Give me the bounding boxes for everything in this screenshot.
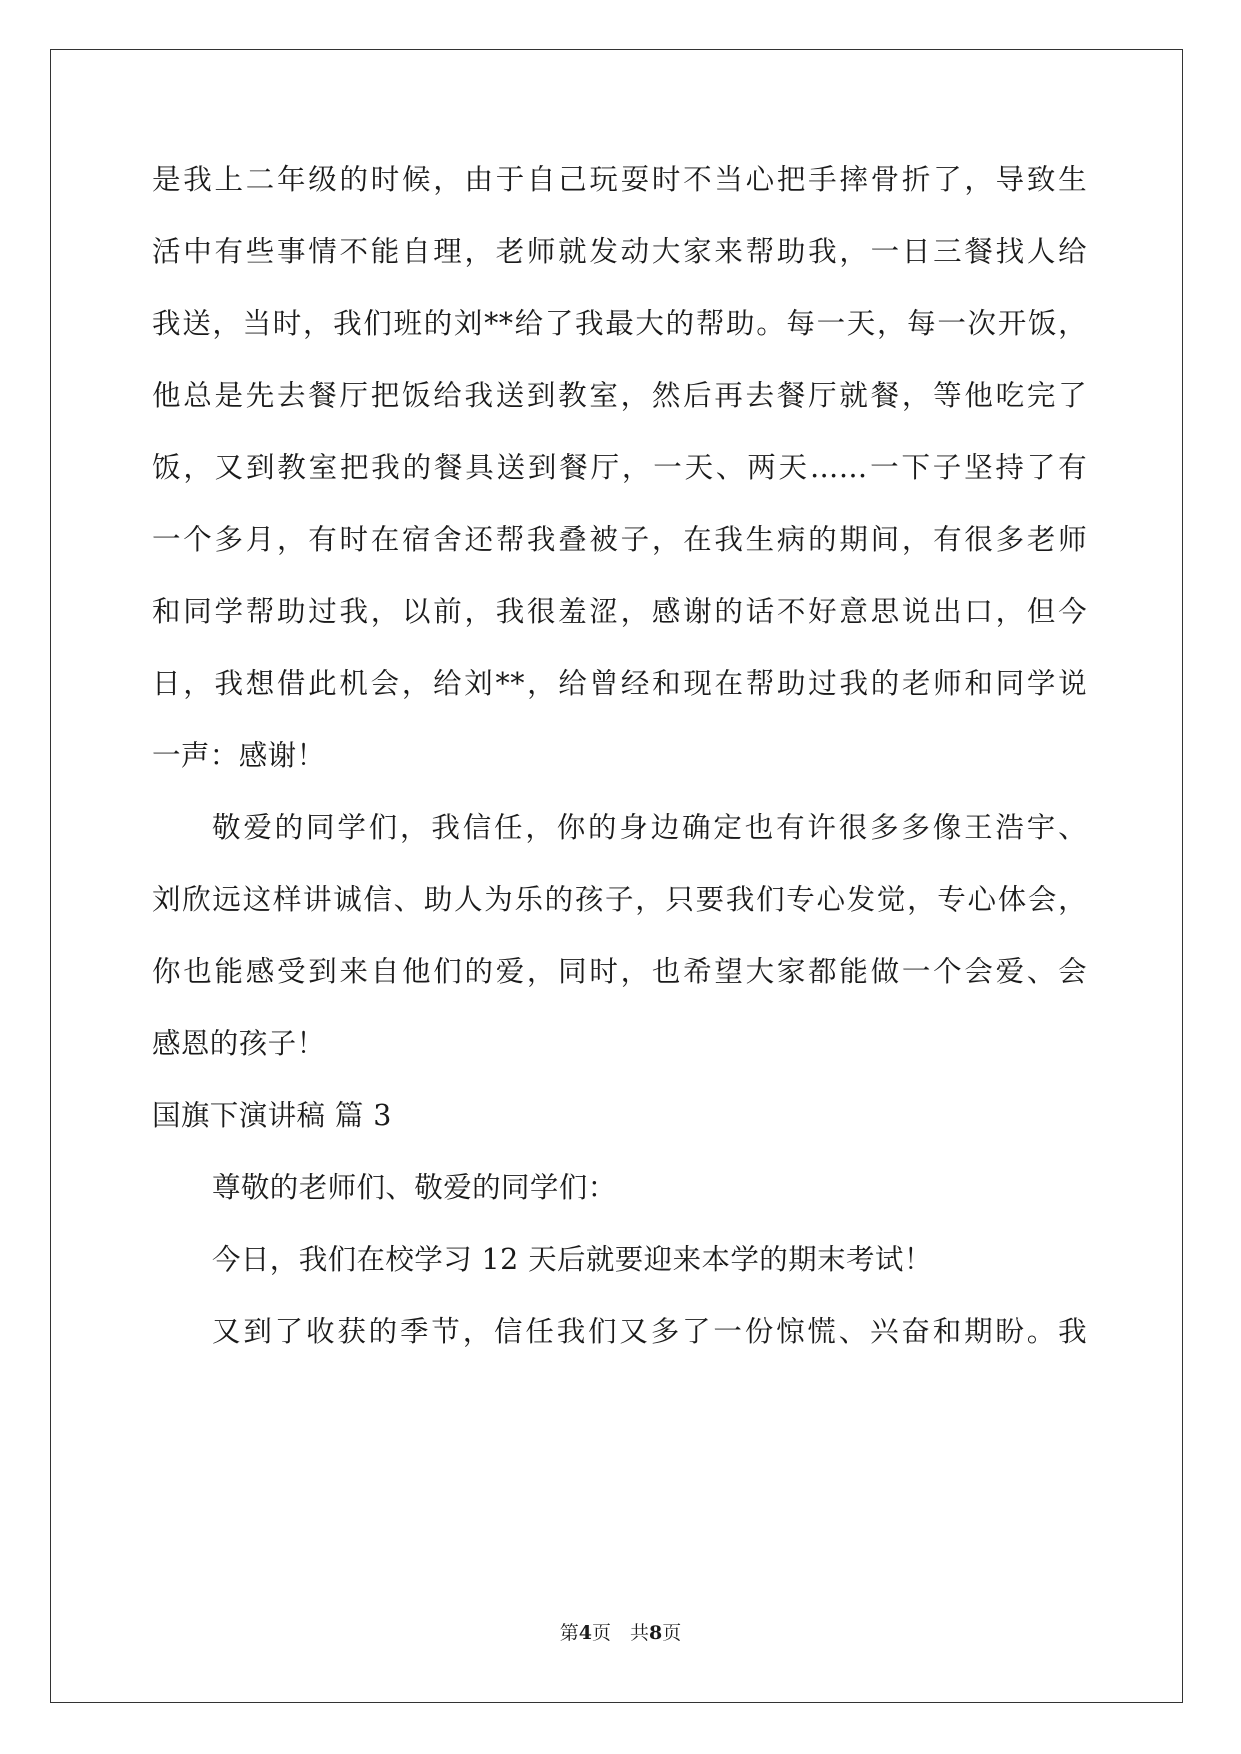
text-line: 是我上二年级的时候，由于自己玩耍时不当心把手摔骨折了，导致生: [152, 163, 1087, 196]
footer-suffix: 页: [662, 1622, 682, 1644]
current-page-number: 4: [578, 1622, 592, 1644]
text-line: 饭，又到教室把我的餐具送到餐厅，一天、两天……一下子坚持了有: [152, 451, 1087, 484]
text-line: 我送，当时，我们班的刘**给了我最大的帮助。每一天，每一次开饭，: [152, 307, 1087, 340]
text-line: 一声：感谢！: [152, 739, 326, 772]
page-footer: [0, 1621, 1241, 1645]
paragraph-start-line: 又到了收获的季节，信任我们又多了一份惊慌、兴奋和期盼。我: [212, 1315, 1087, 1348]
page-border: [50, 49, 1183, 1703]
text-line: 和同学帮助过我，以前，我很羞涩，感谢的话不好意思说出口，但今: [152, 595, 1087, 628]
footer-prefix: 第: [559, 1622, 579, 1644]
text-line: 你也能感受到来自他们的爱，同时，也希望大家都能做一个会爱、会: [152, 955, 1087, 988]
text-line: 刘欣远这样讲诚信、助人为乐的孩子，只要我们专心发觉，专心体会，: [152, 883, 1087, 916]
text-line: 活中有些事情不能自理，老师就发动大家来帮助我，一日三餐找人给: [152, 235, 1087, 268]
section-heading: 国旗下演讲稿 篇 3: [152, 1099, 392, 1132]
text-line: 一个多月，有时在宿舍还帮我叠被子，在我生病的期间，有很多老师: [152, 523, 1087, 556]
paragraph-start-line: 今日，我们在校学习 12 天后就要迎来本学的期末考试！: [212, 1243, 933, 1276]
text-line: 他总是先去餐厅把饭给我送到教室，然后再去餐厅就餐，等他吃完了: [152, 379, 1087, 412]
text-line: 日，我想借此机会，给刘**，给曾经和现在帮助过我的老师和同学说: [152, 667, 1087, 700]
total-pages-number: 8: [649, 1622, 663, 1644]
text-line: 感恩的孩子！: [152, 1027, 326, 1060]
paragraph-start-line: 敬爱的同学们，我信任，你的身边确定也有许很多多像王浩宇、: [212, 811, 1087, 844]
salutation-line: 尊敬的老师们、敬爱的同学们：: [212, 1171, 617, 1204]
footer-middle: 页 共: [591, 1622, 649, 1644]
